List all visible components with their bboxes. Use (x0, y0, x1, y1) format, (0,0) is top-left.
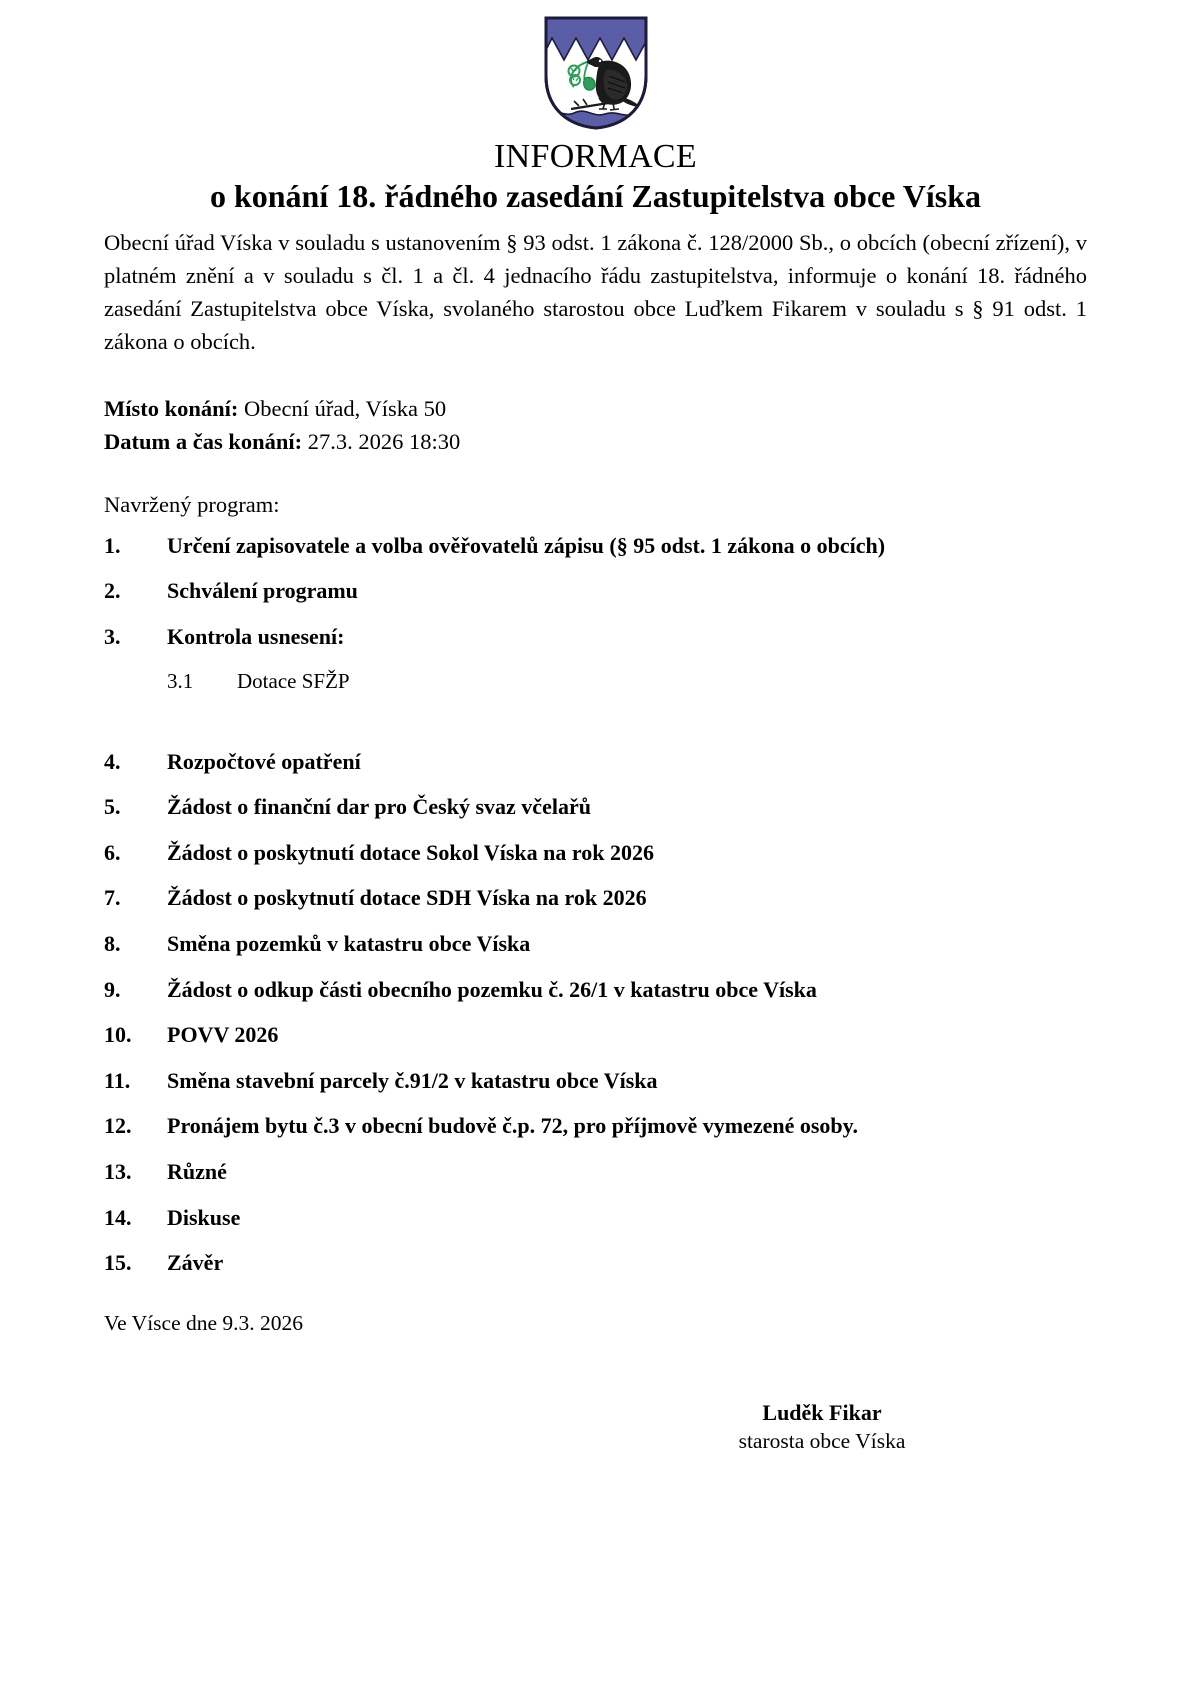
program-item (104, 930, 1087, 959)
program-item (104, 532, 1087, 561)
program-item (104, 623, 1087, 652)
program-item (104, 839, 1087, 868)
signature-role: starosta obce Víska (738, 1429, 906, 1454)
obec-viska-coat-of-arms-icon (541, 14, 651, 132)
program-item-label: Směna stavební parcely č.91/2 v katastru obce Víska (167, 1067, 658, 1093)
program-item (104, 793, 1087, 822)
program-item-number: 10. (104, 1022, 132, 1048)
program-item-label: Žádost o poskytnutí dotace SDH Víska na rok 2026 (167, 885, 647, 911)
program-item (104, 1158, 1087, 1187)
page-subtitle: o konání 18. řádného zasedání Zastupitelstva obce Víska (209, 178, 982, 215)
program-heading: Navržený program: (104, 491, 280, 517)
coat-of-arms-container (104, 14, 1087, 132)
intro-paragraph: Obecní úřad Víska v souladu s ustanovením § 93 odst. 1 zákona č. 128/2000 Sb., o obcích (obecní zřízení), v platném znění a v souladu s čl. 1 a čl. 4 jednacího řádu zastupitelstva, informuje o konání 18. řádného zasedání Zastupitelstva obce Víska, svolaného starostou obce Luďkem Fikarem v souladu s § 91 odst. 1 zákona o obcích. (104, 230, 1087, 354)
program-item-label: Žádost o poskytnutí dotace Sokol Víska na rok 2026 (167, 839, 654, 865)
meeting-place-value: Obecní úřad, Víska 50 (244, 395, 447, 421)
signature-name: Luděk Fikar (762, 1399, 882, 1425)
program-item-number: 15. (104, 1250, 132, 1276)
program-item-number: 7. (104, 885, 121, 911)
page-title: INFORMACE (494, 138, 697, 175)
program-item-label: Určení zapisovatele a volba ověřovatelů zápisu (§ 95 odst. 1 zákona o obcích) (167, 532, 886, 558)
program-item-number: 2. (104, 578, 121, 604)
program-item (104, 1021, 1087, 1050)
program-item-label: Rozpočtové opatření (167, 748, 361, 774)
program-item-number: 1. (104, 532, 121, 558)
program-item-label: Žádost o odkup části obecního pozemku č. 26/1 v katastru obce Víska (167, 976, 817, 1002)
program-item-label: Závěr (167, 1250, 224, 1276)
program-item-label: Kontrola usnesení: (167, 623, 345, 649)
program-item-number: 6. (104, 839, 121, 865)
program-subitem-number: 3.1 (167, 669, 194, 694)
program-subitem (104, 668, 1087, 695)
program-item-label: Pronájem bytu č.3 v obecní budově č.p. 72, pro příjmově vymezené osoby. (167, 1113, 858, 1139)
program-item-label: Schválení programu (167, 578, 358, 604)
program-item-number: 13. (104, 1158, 132, 1184)
program-item-label: Diskuse (167, 1204, 241, 1230)
program-item-number: 3. (104, 623, 121, 649)
program-item (104, 1249, 1087, 1278)
place-and-date: Ve Vísce dne 9.3. 2026 (104, 1310, 304, 1335)
meeting-datetime-label: Datum a čas konání: (104, 429, 308, 455)
program-item-number: 14. (104, 1204, 132, 1230)
program-item (104, 884, 1087, 913)
document-body (104, 0, 1087, 1456)
program-item-number: 9. (104, 976, 121, 1002)
program-item (104, 976, 1087, 1005)
program-item (104, 748, 1087, 777)
program-item-number: 5. (104, 794, 121, 820)
program-item (104, 1112, 1087, 1141)
program-list (104, 532, 1087, 1278)
program-subitem-label: Dotace SFŽP (237, 669, 350, 694)
program-item-number: 4. (104, 748, 121, 774)
meeting-place-line (104, 393, 1087, 425)
program-item-label: Směna pozemků v katastru obce Víska (167, 931, 531, 957)
program-item-label: POVV 2026 (167, 1022, 279, 1048)
program-item-number: 11. (104, 1067, 131, 1093)
program-item-number: 12. (104, 1113, 132, 1139)
signature-block (592, 1398, 1052, 1457)
program-item-number: 8. (104, 931, 121, 957)
program-item (104, 1067, 1087, 1096)
meeting-datetime-value: 27.3. 2026 18:30 (307, 429, 461, 455)
program-item (104, 1204, 1087, 1233)
program-item-label: Různé (167, 1158, 227, 1184)
meeting-place-label: Místo konání: (104, 395, 245, 421)
program-item-label: Žádost o finanční dar pro Český svaz včelařů (167, 794, 591, 820)
meeting-details (104, 393, 1087, 458)
meeting-datetime-line (104, 426, 1087, 458)
program-item (104, 577, 1087, 606)
